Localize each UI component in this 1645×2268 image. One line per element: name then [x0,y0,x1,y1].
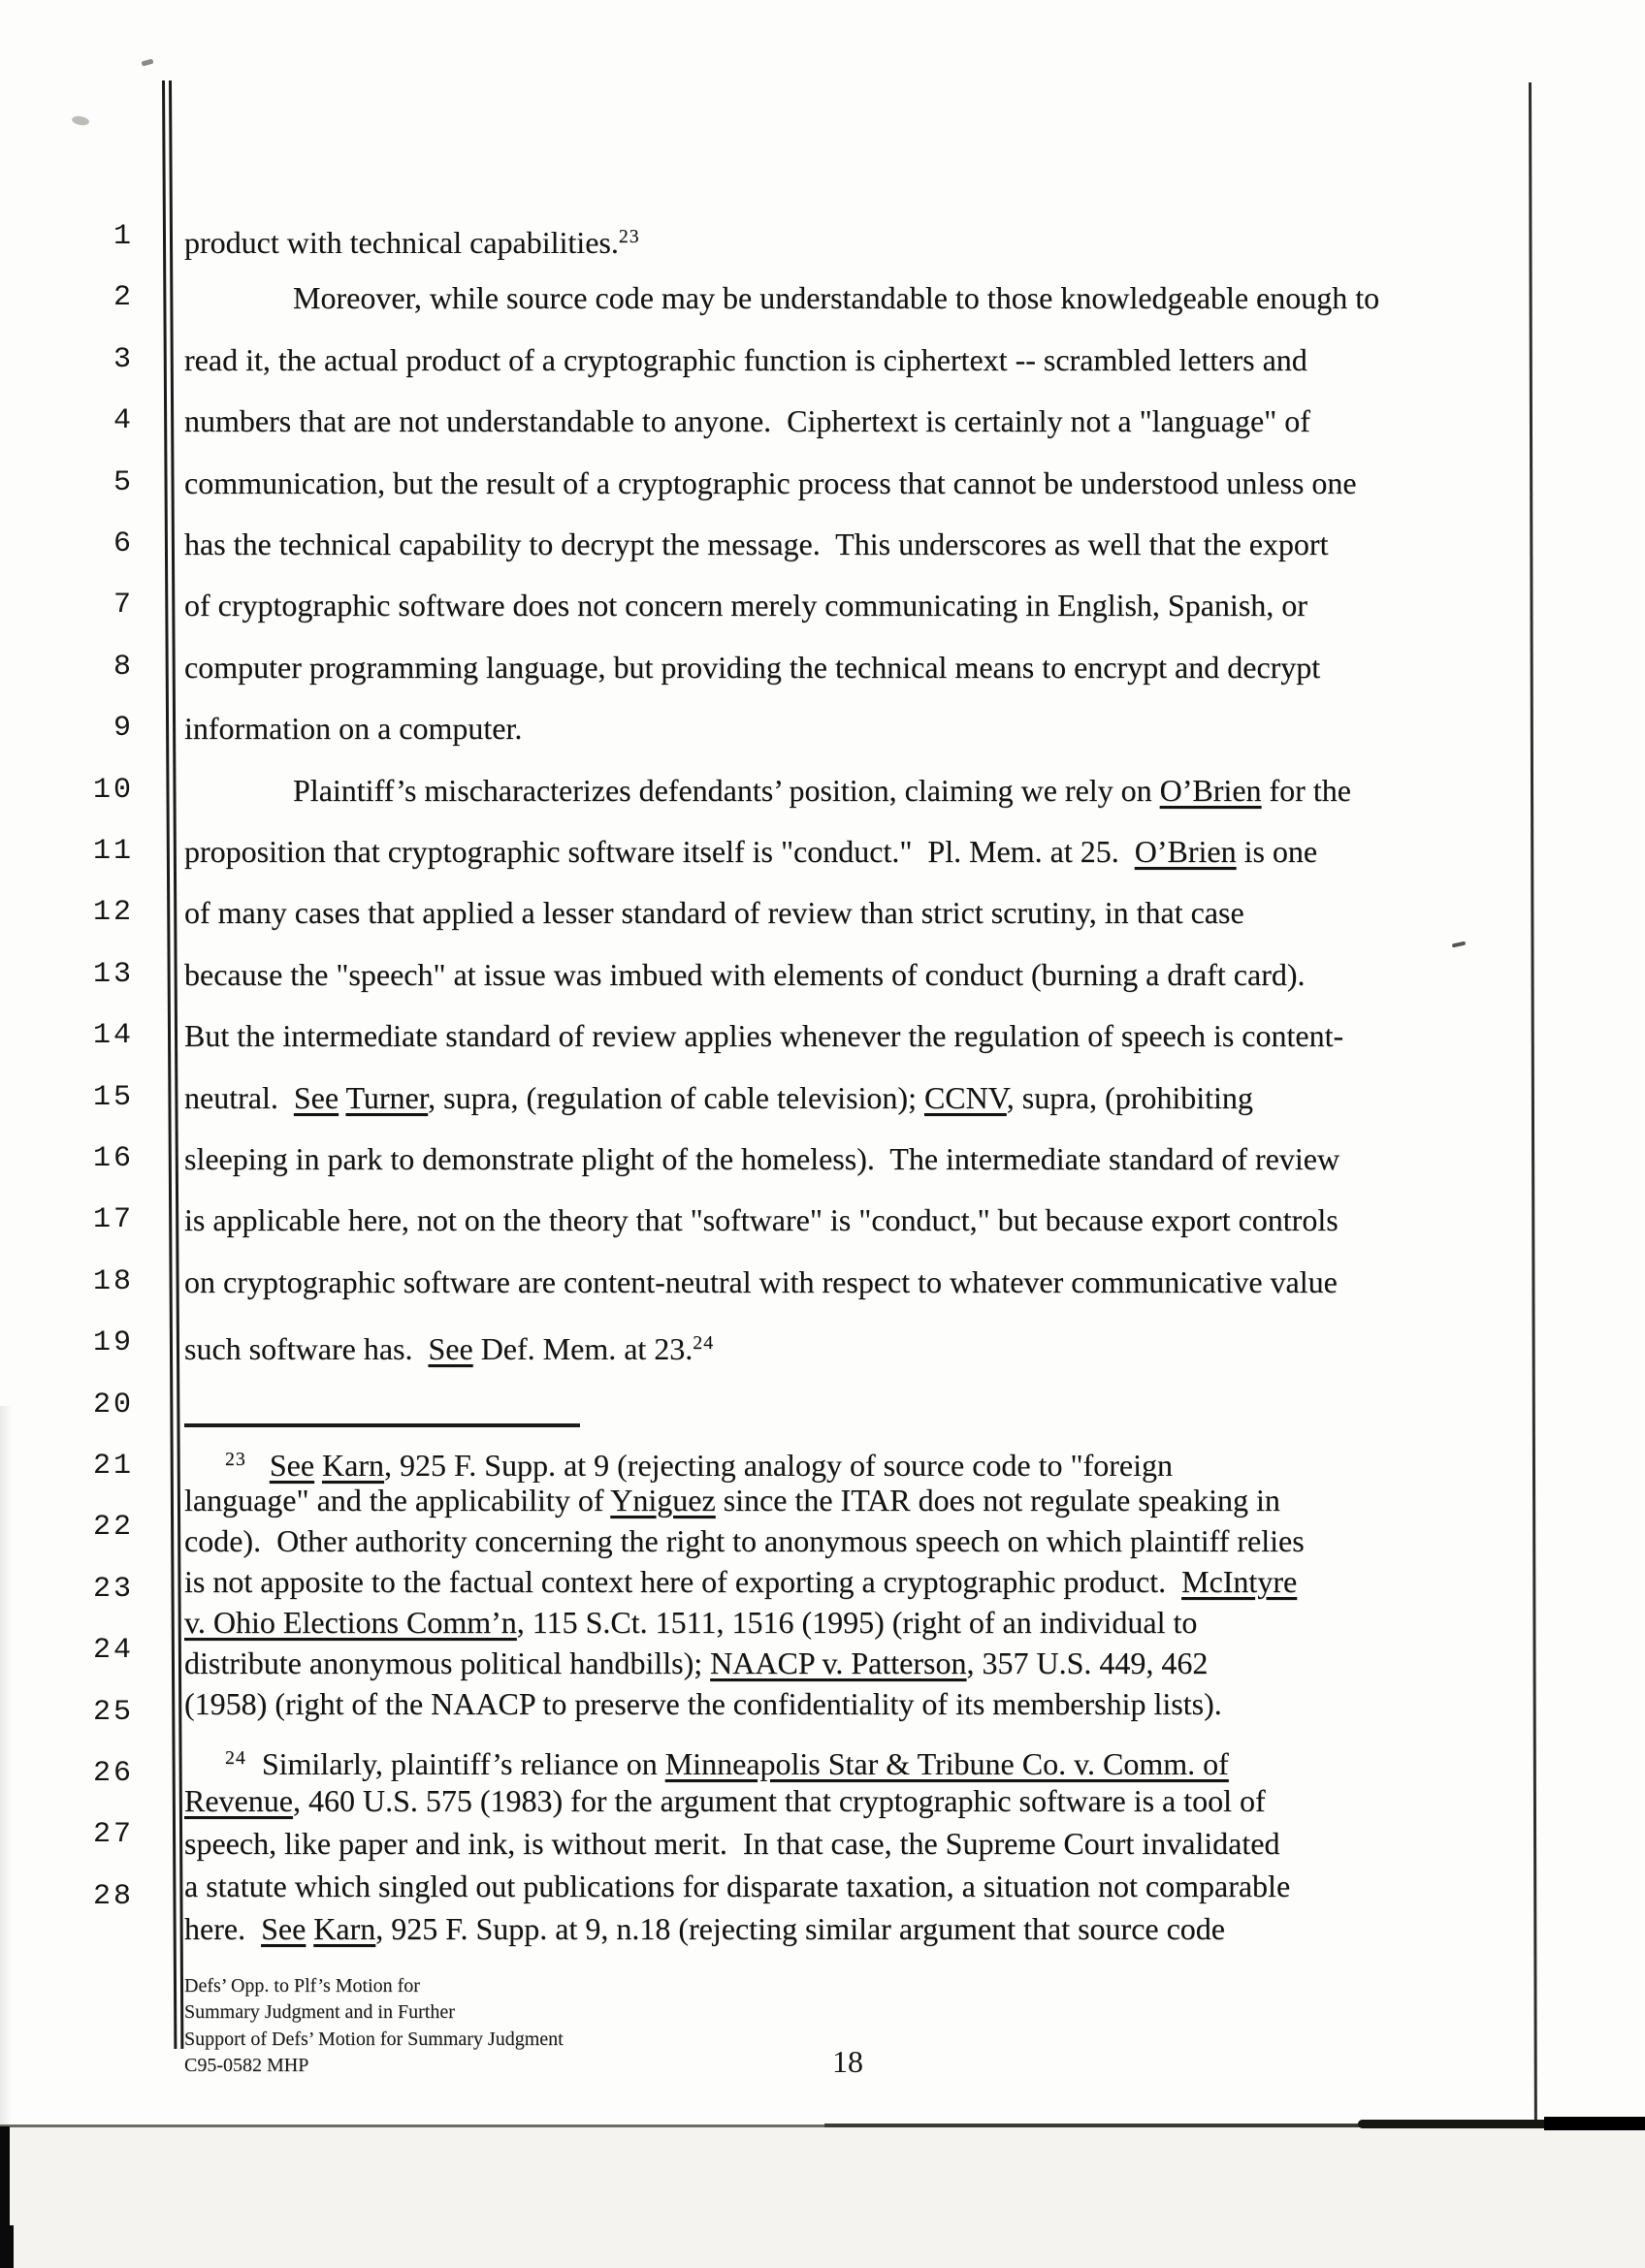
footer-line: Summary Judgment and in Further [184,2001,455,2024]
text-run: Similarly, plaintiff’s reliance on [245,1745,665,1781]
page-bottom-edge-dark [824,2124,1368,2127]
underlined-citation: O’Brien [1134,834,1237,869]
body-line [184,1014,1343,1057]
line-number: 18 [92,1264,134,1298]
scan-background-bottom [0,2126,1645,2268]
text-run: of many cases that applied a lesser standard of review than strict scrutiny, in that case [184,895,1244,931]
underlined-citation: v. Ohio Elections Comm’n [184,1605,517,1640]
underlined-citation: See [293,1079,339,1115]
text-run: because the "speech" at issue was imbued with elements of conduct (burning a draft card). [184,956,1306,992]
line-number: 11 [92,835,134,868]
line-number: 9 [113,712,134,746]
line-number: 4 [113,404,134,438]
body-line [184,584,1307,626]
text-run: (1958) (right of the NAACP to preserve the confidentiality of its membership lists). [184,1686,1222,1721]
text-run: , supra, (regulation of cable television); [428,1079,924,1115]
text-run: numbers that are not understandable to anyone. Ciphertext is certainly not a "language" of [184,403,1310,439]
underlined-citation: O’Brien [1159,772,1262,808]
footnote-line [184,1643,1208,1683]
text-run: , 460 U.S. 575 (1983) for the argument that cryptographic software is a tool of [292,1783,1266,1818]
text-run: , 925 F. Supp. at 9 (rejecting analogy of source code to "foreign [384,1447,1173,1483]
text-run: here. [184,1911,262,1946]
body-line [184,646,1320,688]
paper-right-edge-line [1529,82,1536,2124]
underlined-citation: Karn [313,1911,376,1946]
footnote-reference: 24 [225,1747,246,1769]
text-run: , 115 S.Ct. 1511, 1516 (1995) (right of an individual to [516,1605,1198,1640]
footnote-reference: 23 [225,1449,246,1470]
body-line [184,1261,1338,1303]
line-number: 25 [92,1695,134,1729]
text-run: product with technical capabilities. [184,224,619,260]
line-number: 10 [92,773,134,807]
body-line [184,891,1244,934]
footnote-line [184,1480,1280,1520]
line-number: 24 [92,1634,134,1668]
text-run: language" and the applicability of [184,1483,611,1517]
underlined-citation: See [428,1331,473,1367]
text-run: of cryptographic software does not concern merely communicating in English, Spanish, or [184,588,1307,623]
text-run: has the technical capability to decrypt the message. This underscores as well that the export [184,527,1329,561]
underlined-citation: See [261,1911,306,1946]
text-run: , 925 F. Supp. at 9, n.18 (rejecting similar argument that source code [375,1911,1225,1946]
footnote-line [184,1683,1222,1724]
body-line [184,399,1310,442]
underlined-citation: CCNV [923,1079,1007,1115]
line-number: 28 [92,1879,134,1913]
body-line [184,1137,1339,1180]
footnote-line [184,1780,1266,1821]
underlined-citation: Revenue [184,1783,293,1818]
line-number: 13 [92,957,134,991]
footnote-reference: 23 [618,226,640,247]
footer-line: Support of Defs’ Motion for Summary Judgment [184,2028,564,2050]
line-number: 26 [92,1757,134,1790]
page-number: 18 [832,2044,863,2079]
line-number: 3 [113,342,134,376]
pleading-rule-right [169,80,183,2049]
scan-black-strip-wide [0,2225,14,2268]
body-line [184,1198,1339,1241]
line-number: 27 [92,1818,134,1852]
body-line [184,276,1379,319]
line-number: 15 [92,1080,134,1114]
body-line [184,215,640,258]
text-run: Moreover, while source code may be understandable to those knowledgeable enough to [293,280,1380,316]
line-number: 20 [92,1388,134,1421]
text-run: But the intermediate standard of review applies whenever the regulation of speech is content- [184,1018,1344,1054]
footnote-line [184,1520,1305,1561]
footnote-reference: 24 [693,1332,715,1355]
footnote-line [184,1823,1279,1864]
body-line [184,462,1357,504]
text-run: distribute anonymous political handbills); [184,1645,711,1680]
line-number: 22 [92,1511,134,1545]
footnote-line [184,1561,1297,1602]
body-line [184,523,1328,565]
text-run: communication, but the result of a cryptographic process that cannot be understood unless one [184,464,1357,500]
line-number: 23 [92,1572,134,1606]
line-number: 5 [113,465,134,499]
text-run: Plaintiff’s mischaracterizes defendants’ position, claiming we rely on [293,772,1160,808]
text-run: such software has. [184,1331,429,1367]
text-run: Def. Mem. at 23. [472,1331,693,1367]
underlined-citation: Yniguez [610,1483,716,1517]
body-line [184,1322,715,1367]
line-number: 17 [92,1203,134,1237]
footer-line: Defs’ Opp. to Plf’s Motion for [184,1975,420,1996]
text-run: read it, the actual product of a cryptographic function is ciphertext -- scrambled letters and [184,341,1307,377]
body-line [184,707,522,750]
line-number: 2 [113,281,134,315]
line-number: 12 [92,896,134,930]
body-line [184,953,1306,996]
body-line [184,769,1351,812]
line-number: 19 [92,1326,134,1360]
underlined-citation: NAACP v. Patterson [710,1645,967,1680]
footnote-separator-line [184,1423,580,1427]
text-run [246,1448,270,1483]
body-line [184,338,1307,381]
text-run: is applicable here, not on the theory that "software" is "conduct," but because export controls [184,1202,1339,1238]
line-number: 14 [92,1019,134,1053]
text-run: a statute which singled out publications for disparate taxation, a situation not comparable [184,1869,1291,1903]
underlined-citation: Turner [345,1079,429,1115]
line-number: 8 [113,650,134,684]
text-run: computer programming language, but providing the technical means to encrypt and decrypt [184,649,1321,685]
line-number: 1 [113,220,134,253]
text-run: code). Other authority concerning the right to anonymous speech on which plaintiff relies [184,1523,1305,1558]
text-run: information on a computer. [184,711,523,747]
line-number: 21 [92,1450,134,1483]
footer-line: C95-0582 MHP [184,2055,309,2077]
text-run: on cryptographic software are content-neutral with respect to whatever communicative value [184,1263,1338,1299]
text-run: neutral. [184,1079,294,1115]
footnote-line [184,1908,1225,1949]
line-number: 16 [92,1142,134,1175]
footnote-line [184,1602,1197,1643]
text-run: sleeping in park to demonstrate plight of the homeless). The intermediate standard of review [184,1141,1340,1176]
page-bottom-edge-blob [1544,2117,1645,2130]
text-run: since the ITAR does not regulate speaking in [715,1483,1280,1517]
underlined-citation: Minneapolis Star & Tribune Co. v. Comm. of [664,1745,1229,1781]
body-line [184,830,1317,873]
text-run: speech, like paper and ink, is without merit. In that case, the Supreme Court invalidated [184,1826,1280,1861]
text-run: proposition that cryptographic software itself is "conduct." Pl. Mem. at 25. [184,834,1135,869]
footnote-line [184,1439,1173,1483]
text-run: is not apposite to the factual context here of exporting a cryptographic product. [184,1564,1182,1599]
body-line [184,1076,1253,1119]
underlined-citation: Karn [322,1447,384,1483]
underlined-citation: McIntyre [1181,1564,1298,1599]
footnote-line [184,1866,1290,1906]
line-number: 6 [113,527,134,560]
text-run: , supra, (prohibiting [1006,1079,1253,1115]
scan-speck [1452,942,1467,948]
text-run: is one [1236,834,1318,869]
text-run: , 357 U.S. 449, 462 [966,1645,1209,1680]
scan-speck [142,59,154,67]
scan-edge-streaks [0,1406,12,2125]
underlined-citation: See [269,1447,315,1483]
footnote-line [184,1738,1229,1781]
text-run: for the [1261,772,1351,808]
text-run [314,1448,322,1483]
line-number: 7 [113,589,134,623]
